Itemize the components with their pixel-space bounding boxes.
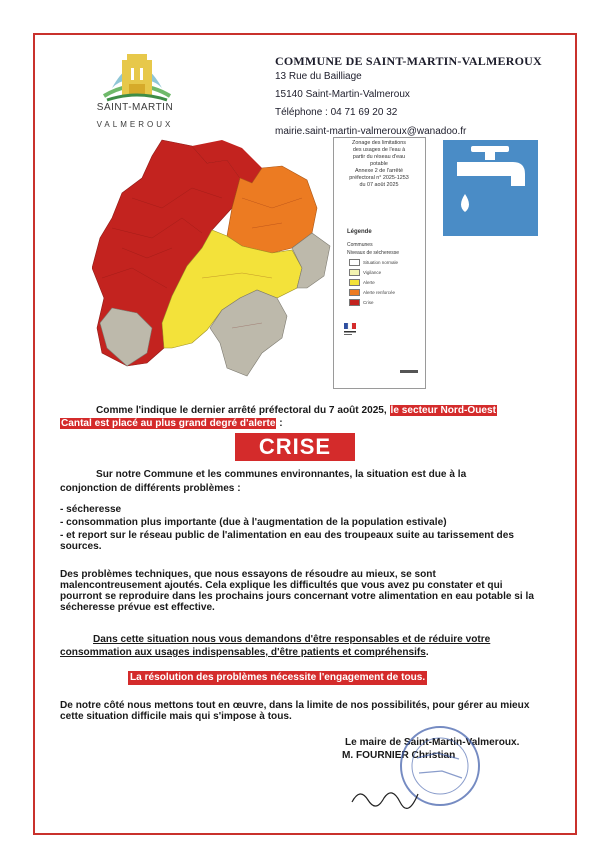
legend-swatch bbox=[349, 269, 360, 276]
map-title-line: potable bbox=[370, 161, 388, 167]
legend-label: Crise bbox=[363, 300, 374, 305]
map-title-line: des usages de l'eau à bbox=[352, 147, 406, 153]
intro-text: Comme l'indique le dernier arrêté préfectoral du 7 août 2025, bbox=[96, 405, 390, 416]
crise-banner: CRISE bbox=[235, 433, 355, 461]
email: mairie.saint-martin-valmeroux@wanadoo.fr bbox=[275, 126, 467, 137]
paragraph-2: Des problèmes techniques, que nous essayons de résoudre au mieux, se sont malencontreusement ajoutés. Cela explique les difficultés que vous avez pu constater et qui pourront se reproduire dans les prochains jours concernant votre alimentation en eau potable si la sécheresse prévue est effective. bbox=[60, 569, 534, 613]
map-title-line: Zonage des limitations bbox=[352, 140, 406, 146]
legend-subtitle: Communes bbox=[347, 242, 373, 248]
paragraph-4: De notre côté nous mettons tout en œuvre, dans la limite de nos possibilités, pour gérer au mieux cette situation difficile mais qui s'impose à tous. bbox=[60, 700, 530, 722]
paragraph-3 bbox=[93, 634, 543, 645]
paragraph-1: Sur notre Commune et les communes environnantes, la situation est due à la bbox=[96, 469, 467, 480]
signature-line-1: Le maire de Saint-Martin-Valmeroux. bbox=[345, 737, 520, 748]
legend-label: Alerte bbox=[363, 280, 375, 285]
map-title bbox=[336, 140, 422, 189]
logo-subname: VALMEROUX bbox=[96, 120, 174, 129]
legend-item bbox=[349, 299, 374, 306]
list-item: - et report sur le réseau public de l'alimentation en eau des troupeaux suite au tarissement des sources. bbox=[60, 530, 514, 552]
underlined-text: consommation aux usages indispensables, d'être patients et compréhensifs bbox=[60, 647, 426, 658]
contact-block bbox=[275, 53, 542, 140]
intro-highlight: le secteur Nord-Ouest bbox=[390, 405, 496, 416]
paragraph-3b bbox=[60, 647, 530, 658]
resolution-banner: La résolution des problèmes nécessite l'engagement de tous. bbox=[130, 672, 426, 683]
drought-zone-map bbox=[92, 138, 337, 378]
intro-line-1 bbox=[96, 405, 556, 416]
legend-swatch bbox=[349, 289, 360, 296]
paragraph-1b: conjonction de différents problèmes : bbox=[60, 483, 241, 494]
map-title-line: préfectoral n° 2025-1253 bbox=[349, 175, 409, 181]
intro-line-2 bbox=[60, 418, 283, 429]
address: 13 Rue du Bailliage bbox=[275, 71, 362, 82]
map-title-line: partir du réseau d'eau bbox=[352, 154, 406, 160]
underlined-text: Dans cette situation nous vous demandons d'être responsables et de réduire votre bbox=[93, 634, 491, 645]
logo-name: SAINT-MARTIN bbox=[96, 102, 174, 113]
legend-subtitle: Niveaux de sécheresse bbox=[347, 250, 399, 256]
map-title-line: Annexe 2 de l'arrêté bbox=[354, 168, 404, 174]
list-item: - consommation plus importante (due à l'augmentation de la population estivale) bbox=[60, 517, 447, 528]
legend-item bbox=[349, 289, 395, 296]
signature-scribble-icon bbox=[350, 782, 420, 812]
legend-item bbox=[349, 279, 375, 286]
legend-label: Alerte renforcée bbox=[363, 290, 396, 295]
legend-label: Situation normale bbox=[363, 260, 399, 265]
legend-swatch bbox=[349, 279, 360, 286]
legend-swatch bbox=[349, 259, 360, 266]
list-item: - sécheresse bbox=[60, 504, 122, 515]
legend-label: Vigilance bbox=[363, 270, 382, 275]
legend-swatch bbox=[349, 299, 360, 306]
legend-item bbox=[349, 259, 398, 266]
legend-item bbox=[349, 269, 381, 276]
map-title-line: du 07 août 2025 bbox=[359, 182, 399, 188]
legend-title: Légende bbox=[347, 229, 372, 235]
scale-bar-icon bbox=[400, 370, 418, 373]
intro-text: : bbox=[276, 418, 283, 429]
problems-list bbox=[60, 504, 530, 554]
signature-line-2: M. FOURNIER Christian bbox=[342, 750, 456, 761]
city: 15140 Saint-Martin-Valmeroux bbox=[275, 89, 410, 100]
water-tap-icon bbox=[443, 140, 538, 236]
alert-highlight: Cantal est placé au plus grand degré d'alerte bbox=[61, 418, 276, 429]
period: . bbox=[425, 647, 429, 658]
prefecture-logo-icon bbox=[344, 323, 358, 337]
commune-title: COMMUNE DE SAINT-MARTIN-VALMEROUX bbox=[275, 54, 542, 68]
phone: Téléphone : 04 71 69 20 32 bbox=[275, 107, 398, 118]
